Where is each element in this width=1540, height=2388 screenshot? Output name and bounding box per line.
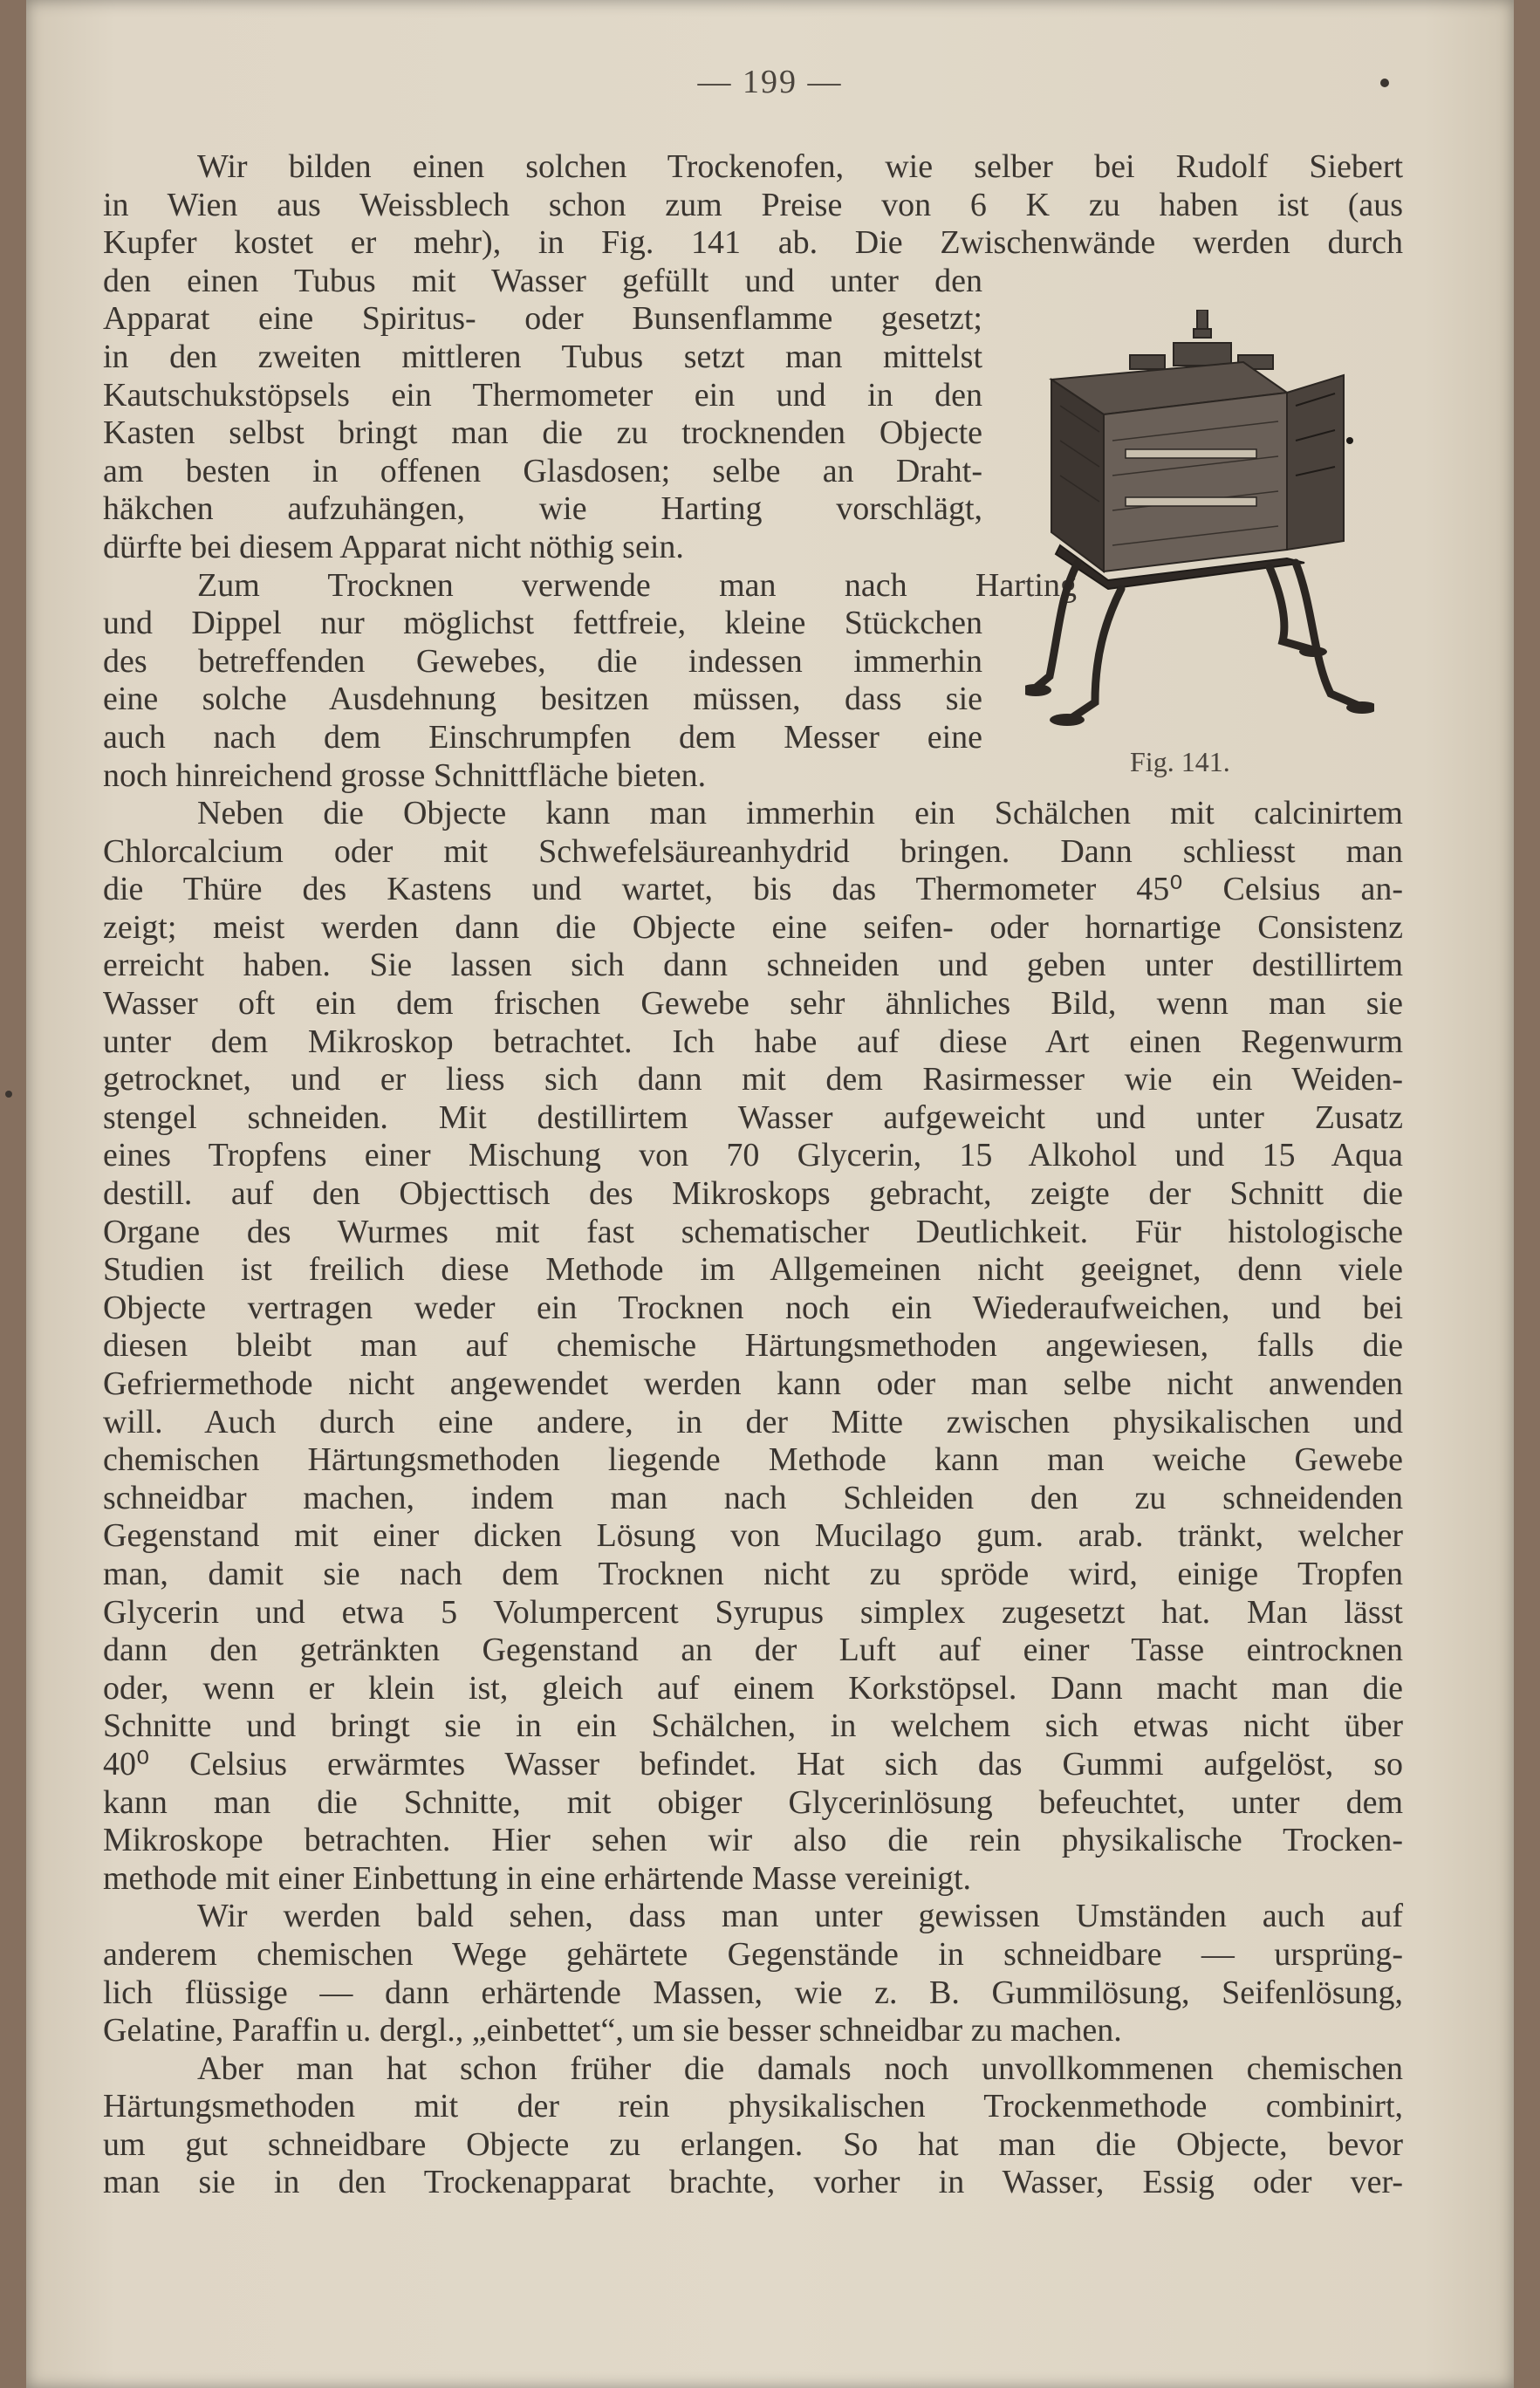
text-line: lich flüssige — dann erhärtende Massen, wie z. B. Gummilösung, Seifenlösung, bbox=[103, 1974, 1403, 2011]
text-line: chemischen Härtungsmethoden liegende Methode kann man weiche Gewebe bbox=[103, 1441, 1403, 1479]
text-line: Neben die Objecte kann man immerhin ein Schälchen mit calcinirtem bbox=[197, 795, 1403, 832]
text-line: häkchen aufzuhängen, wie Harting vorschlägt, bbox=[103, 490, 982, 528]
text-line: Härtungsmethoden mit der rein physikalischen Trockenmethode combinirt, bbox=[103, 2088, 1403, 2125]
text-line: Wir werden bald sehen, dass man unter gewissen Umständen auch auf bbox=[197, 1898, 1403, 1935]
text-line: man sie in den Trockenapparat brachte, vorher in Wasser, Essig oder ver- bbox=[103, 2164, 1403, 2201]
text-line: Apparat eine Spiritus- oder Bunsenflamme gesetzt; bbox=[103, 300, 982, 338]
text-line: Gegenstand mit einer dicken Lösung von Mucilago gum. arab. tränkt, welcher bbox=[103, 1517, 1403, 1555]
text-line: eines Tropfens einer Mischung von 70 Glycerin, 15 Alkohol und 15 Aqua bbox=[103, 1137, 1403, 1174]
text-line: erreicht haben. Sie lassen sich dann schneiden und geben unter destillirtem bbox=[103, 947, 1403, 984]
text-line: destill. auf den Objecttisch des Mikroskops gebracht, zeigte der Schnitt die bbox=[103, 1175, 1403, 1213]
page-number: — 199 — bbox=[697, 64, 843, 100]
text-line: Kasten selbst bringt man die zu trocknenden Objecte bbox=[103, 414, 982, 452]
text-line: in den zweiten mittleren Tubus setzt man mittelst bbox=[103, 338, 982, 375]
text-line: unter dem Mikroskop betrachtet. Ich habe auf diese Art einen Regenwurm bbox=[103, 1023, 1403, 1060]
text-line: kann man die Schnitte, mit obiger Glycerinlösung befeuchtet, unter dem bbox=[103, 1783, 1403, 1821]
text-line: Chlorcalcium oder mit Schwefelsäureanhydrid bringen. Dann schliesst man bbox=[103, 832, 1403, 870]
text-line: eine solche Ausdehnung besitzen müssen, dass sie bbox=[103, 681, 982, 718]
text-line: Studien ist freilich diese Methode im Allgemeinen nicht geeignet, denn viele bbox=[103, 1251, 1403, 1289]
text-line: Kautschukstöpsels ein Thermometer ein und in den bbox=[103, 376, 982, 414]
text-line: Wasser oft ein dem frischen Gewebe sehr ähnliches Bild, wenn man sie bbox=[103, 985, 1403, 1023]
text-line: Kupfer kostet er mehr), in Fig. 141 ab. Die Zwischenwände werden durch bbox=[103, 224, 1403, 262]
text-line: Gefriermethode nicht angewendet werden kann oder man selbe nicht anwenden bbox=[103, 1365, 1403, 1402]
text-line: den einen Tubus mit Wasser gefüllt und unter den bbox=[103, 262, 982, 299]
text-line: am besten in offenen Glasdosen; selbe an Draht- bbox=[103, 452, 982, 489]
text-line: man, damit sie nach dem Trocknen nicht zu spröde wird, einige Tropfen bbox=[103, 1555, 1403, 1592]
text-line: oder, wenn er klein ist, gleich auf einem Korkstöpsel. Dann macht man die bbox=[103, 1669, 1403, 1707]
text-line: Schnitte und bringt sie in ein Schälchen, in welchem sich etwas nicht über bbox=[103, 1707, 1403, 1745]
text-line: diesen bleibt man auf chemische Härtungsmethoden angewiesen, falls die bbox=[103, 1327, 1403, 1365]
text-line: Glycerin und etwa 5 Volumpercent Syrupus simplex zugesetzt hat. Man lässt bbox=[103, 1593, 1403, 1631]
figure-caption: Fig. 141. bbox=[1130, 746, 1230, 777]
text-line: zeigt; meist werden dann die Objecte eine seifen- oder hornartige Consistenz bbox=[103, 908, 1403, 946]
text-line: Gelatine, Paraffin u. dergl., „einbettet“, um sie besser schneidbar zu machen. bbox=[103, 2012, 1122, 2049]
ink-spot bbox=[1380, 79, 1389, 87]
text-line: 40⁰ Celsius erwärmtes Wasser befindet. Hat sich das Gummi aufgelöst, so bbox=[103, 1745, 1403, 1782]
text-line: um gut schneidbare Objecte zu erlangen. So hat man die Objecte, bevor bbox=[103, 2125, 1403, 2163]
text-line: anderem chemischen Wege gehärtete Gegenstände in schneidbare — ursprüng- bbox=[103, 1935, 1403, 1973]
text-line: und Dippel nur möglichst fettfreie, kleine Stückchen bbox=[103, 605, 982, 642]
text-line: schneidbar machen, indem man nach Schleiden den zu schneidenden bbox=[103, 1479, 1403, 1516]
text-line: Organe des Wurmes mit fast schematischer Deutlichkeit. Für histologische bbox=[103, 1213, 1403, 1250]
text-line: in Wien aus Weissblech schon zum Preise von 6 K zu haben ist (aus bbox=[103, 186, 1403, 223]
text-line: methode mit einer Einbettung in eine erhärtende Masse vereinigt. bbox=[103, 1859, 972, 1897]
text-line: Zum Trocknen verwende man nach Harting bbox=[197, 566, 1077, 604]
text-line: Objecte vertragen weder ein Trocknen noch ein Wiederaufweichen, und bei bbox=[103, 1289, 1403, 1326]
text-line: stengel schneiden. Mit destillirtem Wasser aufgeweicht und unter Zusatz bbox=[103, 1098, 1403, 1136]
text-line: dürfte bei diesem Apparat nicht nöthig sein. bbox=[103, 528, 684, 565]
text-line: Wir bilden einen solchen Trockenofen, wie selber bei Rudolf Siebert bbox=[197, 148, 1403, 185]
text-line: noch hinreichend grosse Schnittfläche bieten. bbox=[103, 756, 707, 794]
text-line: Mikroskope betrachten. Hier sehen wir also die rein physikalische Trocken- bbox=[103, 1822, 1403, 1859]
drying-oven-illustration bbox=[1025, 310, 1374, 729]
text-line: die Thüre des Kastens und wartet, bis das Thermometer 45⁰ Celsius an- bbox=[103, 871, 1403, 908]
text-line: getrocknet, und er liess sich dann mit dem Rasirmesser wie ein Weiden- bbox=[103, 1061, 1403, 1098]
text-line: will. Auch durch eine andere, in der Mitte zwischen physikalischen und bbox=[103, 1403, 1403, 1440]
margin-mark bbox=[5, 1091, 12, 1098]
text-line: des betreffenden Gewebes, die indessen immerhin bbox=[103, 642, 982, 680]
text-line: auch nach dem Einschrumpfen dem Messer eine bbox=[103, 718, 982, 756]
text-line: dann den getränkten Gegenstand an der Luft auf einer Tasse eintrocknen bbox=[103, 1632, 1403, 1669]
text-line: Aber man hat schon früher die damals noch unvollkommenen chemischen bbox=[197, 2049, 1403, 2087]
